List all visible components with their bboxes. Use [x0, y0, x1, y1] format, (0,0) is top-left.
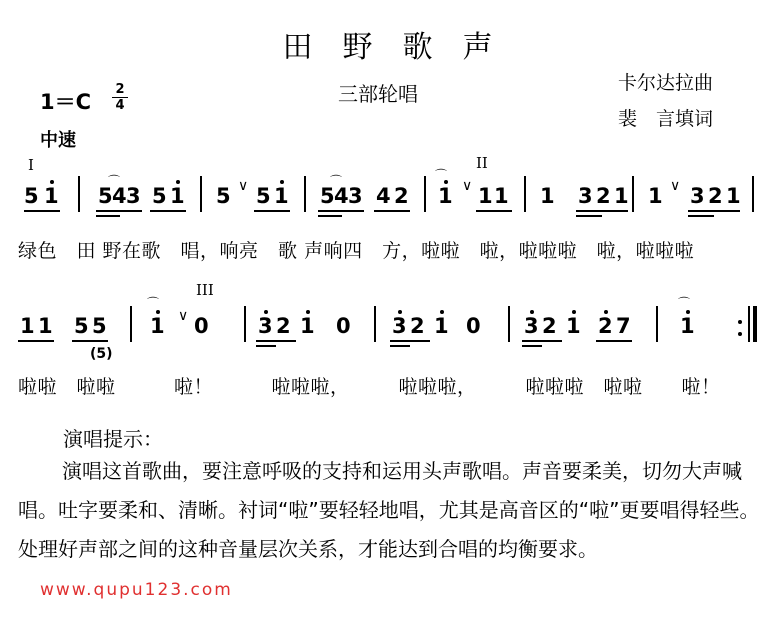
part-mark-2: II	[476, 154, 488, 172]
note-s2-11: 2	[410, 314, 425, 338]
note-s1-24: 2	[708, 184, 723, 208]
note-s2-17: 2	[598, 314, 613, 338]
note-s1-6: 1	[170, 184, 185, 208]
tips-heading: 演唱提示：	[63, 427, 163, 451]
note-s2-9: 0	[336, 314, 351, 338]
note-s1-22: 1	[648, 184, 663, 208]
note-s1-7: 5	[216, 184, 231, 208]
note-s2-19: 1	[680, 314, 695, 338]
tempo-marking: 中速	[40, 130, 76, 151]
note-s1-8: 5	[256, 184, 271, 208]
note-s1-17: 1	[494, 184, 509, 208]
note-s1-23: 3	[690, 184, 705, 208]
note-s1-12: 3	[348, 184, 363, 208]
note-s1-0: 5	[24, 184, 39, 208]
note-s2-0: 1	[20, 314, 35, 338]
note-s2-4: 1	[150, 314, 165, 338]
note-s1-16: 1	[478, 184, 493, 208]
bar-line	[200, 176, 202, 212]
note-s2-6: 3	[258, 314, 273, 338]
note-s1-4: 3	[126, 184, 141, 208]
bar-line	[130, 306, 132, 342]
song-title: 田野歌声	[282, 30, 523, 65]
composer-credit: 卡尔达拉曲	[618, 72, 714, 94]
note-s2-5: 0	[194, 314, 209, 338]
note-s2-3: 5	[92, 314, 107, 338]
bar-line	[656, 306, 658, 342]
bar-line	[508, 306, 510, 342]
breath-mark-icon: ∨	[178, 308, 189, 324]
lyrics-line-2: 啦啦 啦啦 啦！ 啦啦啦， 啦啦啦， 啦啦啦 啦啦 啦！	[18, 376, 721, 398]
note-s1-25: 1	[726, 184, 741, 208]
part-mark-3: III	[196, 281, 214, 299]
note-s1-11: 4	[334, 184, 349, 208]
note-s2-7: 2	[276, 314, 291, 338]
note-s1-14: 2	[394, 184, 409, 208]
bar-line	[78, 176, 80, 212]
time-signature	[112, 83, 128, 112]
bar-line	[374, 306, 376, 342]
note-s2-8: 1	[300, 314, 315, 338]
note-s1-3: 4	[112, 184, 127, 208]
watermark-logo	[40, 580, 233, 600]
meter-bottom: 4	[115, 98, 125, 113]
note-s2-10: 3	[392, 314, 407, 338]
bar-line	[424, 176, 426, 212]
note-s1-18: 1	[540, 184, 555, 208]
note-s1-20: 2	[596, 184, 611, 208]
breath-mark-icon: ∨	[670, 178, 681, 194]
breath-alt-note: (5)	[90, 346, 113, 362]
lyrics-line-1: 绿色 田 野在歌 唱，响亮 歌 声响四 方，啦啦 啦，啦啦啦 啦，啦啦啦	[18, 240, 695, 262]
breath-mark-icon: ∨	[462, 178, 473, 194]
watermark-text: www.qupu123.com	[40, 580, 233, 600]
tips-paragraph: 演唱这首歌曲，要注意呼吸的支持和运用头声歌唱。声音要柔美，切勿大声喊唱。吐字要柔和、清晰。衬词“啦”要轻轻地唱，尤其是高音区的“啦”更要唱得轻些。处理好声部之间的这种音量层次关系，才能达到合唱的均衡要求。	[18, 459, 760, 561]
note-s2-1: 1	[38, 314, 53, 338]
note-s1-21: 1	[614, 184, 629, 208]
note-s1-15: 1	[438, 184, 453, 208]
note-s1-13: 4	[376, 184, 391, 208]
bar-line	[632, 176, 634, 212]
note-s1-1: 1	[44, 184, 59, 208]
note-s1-2: 5	[98, 184, 113, 208]
part-mark-1: I	[28, 156, 34, 174]
note-s1-9: 1	[274, 184, 289, 208]
note-s2-14: 3	[524, 314, 539, 338]
note-s2-18: 7	[616, 314, 631, 338]
note-s1-19: 3	[578, 184, 593, 208]
note-s2-15: 2	[542, 314, 557, 338]
note-s2-12: 1	[434, 314, 449, 338]
lyricist-credit: 裴 言填词	[618, 108, 714, 130]
fermata-icon: ⌒	[435, 168, 448, 182]
song-subtitle: 三部轮唱	[338, 82, 418, 106]
breath-mark-icon: ∨	[238, 178, 249, 194]
bar-line	[524, 176, 526, 212]
note-s2-16: 1	[566, 314, 581, 338]
bar-line	[752, 176, 754, 212]
meter-top: 2	[115, 82, 125, 97]
key-signature: 1＝C	[40, 90, 92, 114]
note-s2-13: 0	[466, 314, 481, 338]
note-s1-10: 5	[320, 184, 335, 208]
notation-line-2	[0, 310, 775, 350]
bar-line	[244, 306, 246, 342]
note-s1-5: 5	[152, 184, 167, 208]
note-s2-2: 5	[74, 314, 89, 338]
bar-line	[304, 176, 306, 212]
